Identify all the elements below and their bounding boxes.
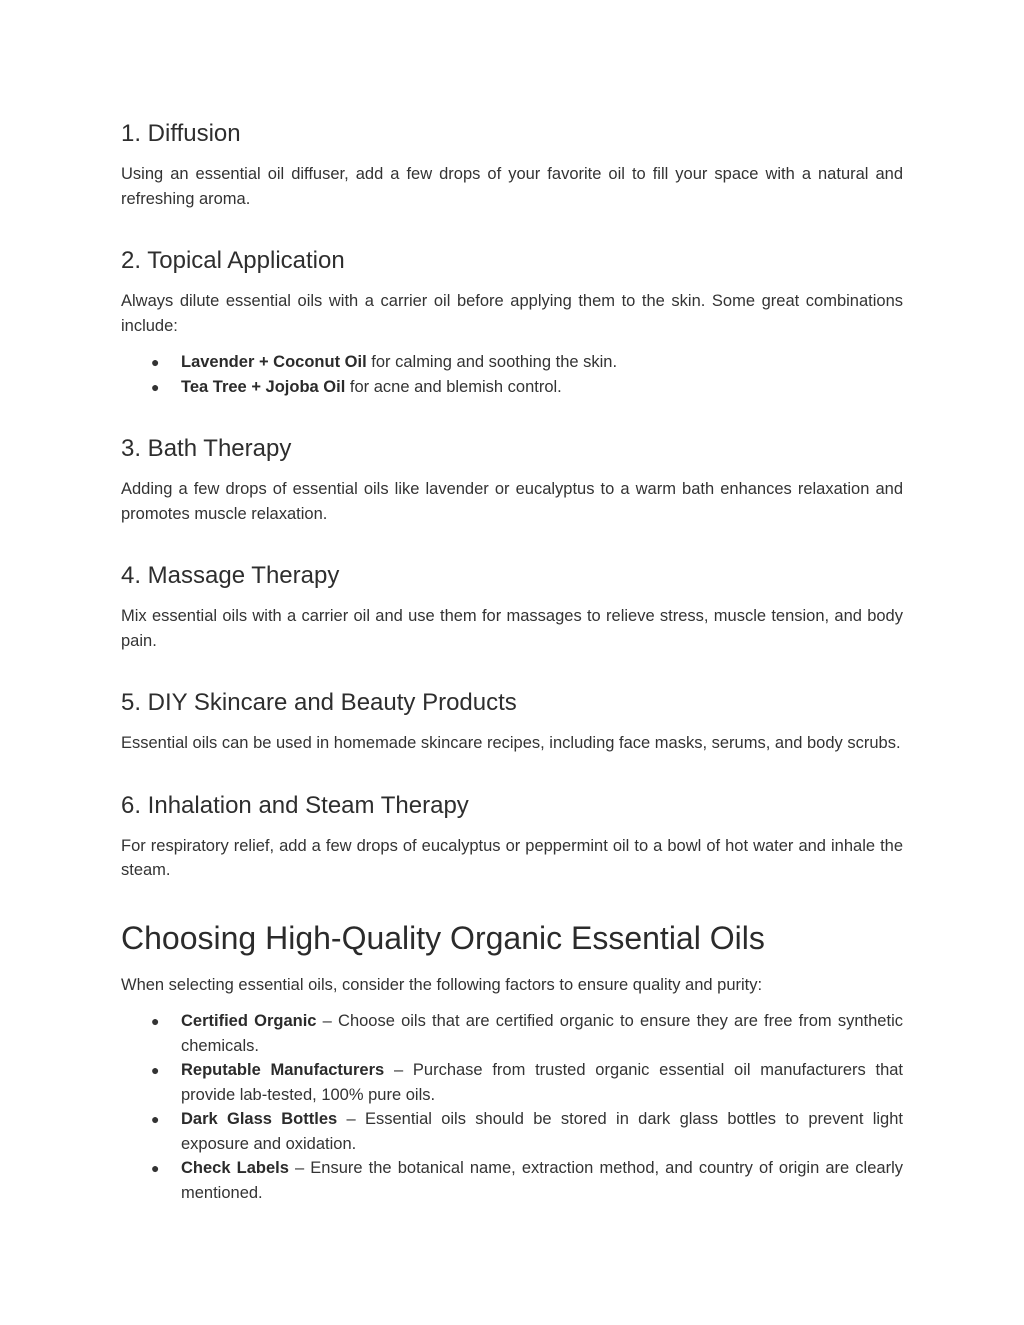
list-item-bold: Tea Tree + Jojoba Oil — [181, 377, 346, 396]
section-heading-inhalation: 6. Inhalation and Steam Therapy — [121, 791, 469, 819]
list-item-text: – Ensure the botanical name, extraction method, and country of origin are clearly mentioned. — [181, 1159, 903, 1202]
section-heading-diy: 5. DIY Skincare and Beauty Products — [121, 689, 517, 716]
list-item — [121, 1107, 903, 1156]
section-heading-topical: 2. Topical Application — [121, 247, 345, 274]
list-item-text: – Purchase from trusted organic essential oil manufacturers that provide lab-tested, 100% pure oils. — [181, 1061, 904, 1104]
bullet-icon: ● — [151, 1062, 160, 1078]
section-heading-massage: 4. Massage Therapy — [121, 562, 340, 589]
list-item — [121, 375, 903, 400]
quality-title: Choosing High-Quality Organic Essential Oils — [121, 919, 765, 956]
list-item-text: for acne and blemish control. — [345, 377, 562, 396]
section-text-diy: Essential oils can be used in homemade skincare recipes, including face masks, serums, and body scrubs. — [121, 734, 901, 752]
quality-factors-list — [121, 1009, 903, 1205]
list-item — [121, 1058, 903, 1107]
section-text-inhalation: For respiratory relief, add a few drops of eucalyptus or peppermint oil to a bowl of hot water and inhale the steam. — [121, 836, 903, 879]
list-item-text: – Essential oils should be stored in dark glass bottles to prevent light exposure and oxidation. — [181, 1110, 903, 1153]
list-item-bold: Check Labels — [181, 1159, 289, 1177]
section-text-diffusion: Using an essential oil diffuser, add a few drops of your favorite oil to fill your space with a natural and refreshing aroma. — [121, 165, 903, 208]
list-item — [121, 1009, 903, 1058]
list-item-bold: Certified Organic — [181, 1012, 317, 1030]
bullet-icon: ● — [151, 1111, 160, 1127]
bullet-icon: ● — [151, 1160, 160, 1176]
list-item-text: for calming and soothing the skin. — [366, 353, 618, 371]
bullet-icon: ● — [151, 1013, 160, 1029]
list-item-text: – Choose oils that are certified organic to ensure they are free from synthetic chemicals. — [181, 1012, 903, 1055]
list-item-bold: Reputable Manufacturers — [181, 1061, 385, 1079]
topical-combinations-list — [121, 350, 903, 399]
bullet-icon: ● — [151, 354, 160, 370]
section-text-topical: Always dilute essential oils with a carrier oil before applying them to the skin. Some great combinations include: — [121, 292, 903, 335]
section-text-bath: Adding a few drops of essential oils like lavender or eucalyptus to a warm bath enhances relaxation and promotes muscle relaxation. — [121, 480, 903, 523]
list-item — [121, 1156, 903, 1205]
bullet-icon: ● — [151, 378, 160, 395]
section-text-massage: Mix essential oils with a carrier oil and use them for massages to relieve stress, muscle tension, and body pain. — [121, 607, 903, 650]
section-heading-bath: 3. Bath Therapy — [121, 435, 292, 462]
section-heading-diffusion: 1. Diffusion — [121, 120, 241, 147]
document-content — [121, 118, 903, 1239]
list-item-bold: Lavender + Coconut Oil — [181, 353, 367, 371]
list-item — [121, 350, 903, 375]
quality-intro: When selecting essential oils, consider the following factors to ensure quality and purity: — [121, 975, 763, 994]
list-item-bold: Dark Glass Bottles — [181, 1110, 338, 1128]
